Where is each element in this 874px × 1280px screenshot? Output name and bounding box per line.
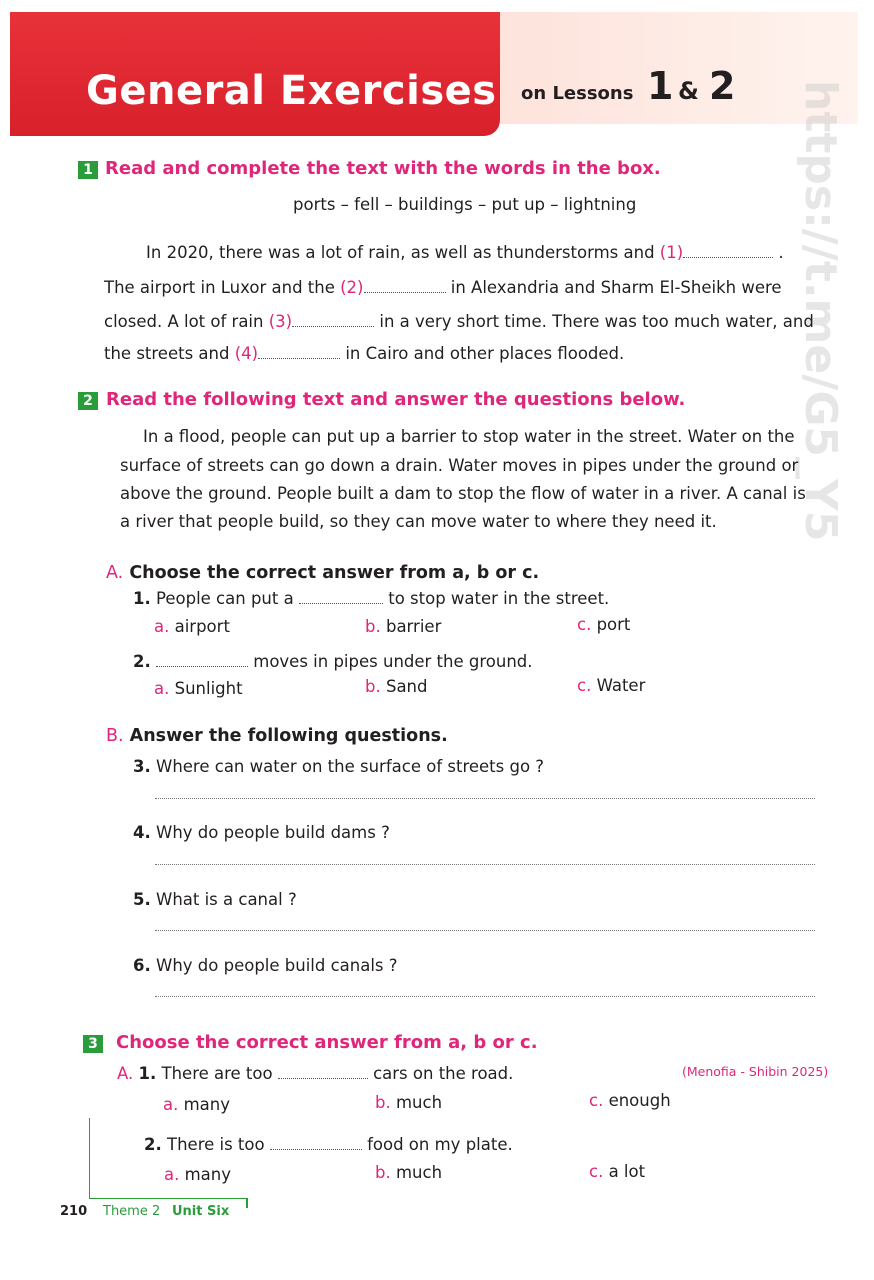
ex1-line-1-end: . <box>778 243 784 262</box>
ex1-line-4 <box>104 343 624 365</box>
exercise-1-instruction: Read and complete the text with the words in the box. <box>105 158 661 179</box>
ex3-question-2-text-a: There is too <box>167 1135 265 1154</box>
question-2-number: 2. <box>133 652 151 671</box>
ex3-q1-option-a[interactable] <box>163 1094 230 1116</box>
footer-theme: Theme 2 <box>103 1204 161 1219</box>
option-text: much <box>395 1163 443 1182</box>
ex3-part-letter: A. <box>117 1064 134 1083</box>
option-text: Sunlight <box>174 679 243 698</box>
ex3-question-1-blank[interactable] <box>278 1064 368 1079</box>
question-4-number: 4. <box>133 823 151 842</box>
blank-2-label: (2) <box>340 278 364 297</box>
ex1-line-2-text-a: The airport in Luxor and the <box>104 278 335 297</box>
blank-3-label: (3) <box>268 312 293 331</box>
option-text: many <box>184 1165 232 1184</box>
option-letter: b. <box>375 1093 391 1112</box>
ex3-question-1-text-a: There are too <box>161 1064 273 1083</box>
question-6-text: Why do people build canals ? <box>156 956 398 975</box>
question-1-text-b: to stop water in the street. <box>388 589 610 608</box>
option-letter: c. <box>589 1091 604 1110</box>
exercise-2-number: 2 <box>78 392 98 410</box>
part-a-title: Choose the correct answer from a, b or c. <box>129 563 540 583</box>
footer-unit: Unit Six <box>172 1204 230 1219</box>
q1-option-c[interactable] <box>577 614 630 636</box>
blank-4-label: (4) <box>234 344 259 363</box>
option-text: Water <box>596 676 646 695</box>
q2-option-a[interactable] <box>154 678 243 700</box>
ex1-line-3-text-a: closed. A lot of rain <box>104 312 264 331</box>
option-text: enough <box>608 1091 671 1110</box>
blank-3[interactable] <box>292 312 374 327</box>
blank-1[interactable] <box>683 243 773 258</box>
reading-para-line-1: In a flood, people can put up a barrier to stop water in the street. Water on the <box>143 427 795 446</box>
option-text: port <box>596 615 631 634</box>
footer-bracket <box>89 1118 248 1199</box>
footer-bracket-tick <box>246 1198 248 1208</box>
q2-option-b[interactable] <box>365 676 428 698</box>
ex1-line-1 <box>146 242 784 264</box>
reading-para-line-3: above the ground. People built a dam to stop the flow of water in a river. A canal is <box>120 484 806 503</box>
page-number: 210 <box>60 1204 88 1219</box>
ex1-line-4-text-a: the streets and <box>104 344 230 363</box>
part-a-heading <box>106 561 539 585</box>
ex1-line-2 <box>104 277 782 299</box>
question-1-text-a: People can put a <box>156 589 294 608</box>
reading-para-line-4: a river that people build, so they can move water to where they need it. <box>120 512 717 531</box>
answer-line-3[interactable] <box>155 798 815 799</box>
option-text: Sand <box>385 677 428 696</box>
answer-line-4[interactable] <box>155 864 815 865</box>
q1-option-a[interactable] <box>154 616 230 638</box>
option-text: a lot <box>608 1162 646 1181</box>
option-text: barrier <box>385 617 442 636</box>
part-a-letter: A. <box>106 563 124 583</box>
question-1-number: 1. <box>133 589 151 608</box>
question-6-number: 6. <box>133 956 151 975</box>
ex1-line-4-text-b: in Cairo and other places flooded. <box>345 344 625 363</box>
ex1-line-1-text: In 2020, there was a lot of rain, as well as thunderstorms and <box>146 243 655 262</box>
word-box: ports – fell – buildings – put up – lightning <box>293 195 637 214</box>
lesson-number-1: 1 <box>647 64 674 108</box>
reading-para-line-2: surface of streets can go down a drain. Water moves in pipes under the ground or <box>120 456 799 475</box>
option-letter: a. <box>163 1095 179 1114</box>
option-letter: b. <box>365 677 381 696</box>
question-1 <box>133 588 609 610</box>
option-text: airport <box>174 617 230 636</box>
option-text: many <box>183 1095 231 1114</box>
option-letter: b. <box>375 1163 391 1182</box>
question-3 <box>133 756 544 778</box>
ex3-question-2-number: 2. <box>144 1135 162 1154</box>
question-5 <box>133 889 297 911</box>
ex3-q1-option-b[interactable] <box>375 1092 442 1114</box>
ex3-q2-option-b[interactable] <box>375 1162 442 1184</box>
exercise-3-instruction: Choose the correct answer from a, b or c. <box>116 1032 538 1053</box>
lesson-ampersand: & <box>678 77 699 105</box>
question-6 <box>133 955 398 977</box>
page-title: General Exercises <box>86 68 497 114</box>
q2-option-c[interactable] <box>577 675 645 697</box>
ex3-question-2-blank[interactable] <box>270 1135 362 1150</box>
ex3-question-2-text-b: food on my plate. <box>367 1135 513 1154</box>
option-letter: a. <box>154 617 170 636</box>
ex1-line-2-text-b: in Alexandria and Sharm El-Sheikh were <box>450 278 782 297</box>
question-3-text: Where can water on the surface of streets go ? <box>156 757 545 776</box>
question-2 <box>133 651 533 673</box>
option-letter: c. <box>589 1162 604 1181</box>
ex3-q1-option-c[interactable] <box>589 1090 671 1112</box>
option-text: much <box>395 1093 443 1112</box>
q1-option-b[interactable] <box>365 616 441 638</box>
part-b-heading <box>106 724 448 748</box>
lessons-label: on Lessons <box>521 83 634 104</box>
question-5-text: What is a canal ? <box>156 890 297 909</box>
question-4-text: Why do people build dams ? <box>156 823 390 842</box>
question-3-number: 3. <box>133 757 151 776</box>
option-letter: a. <box>164 1165 180 1184</box>
answer-line-5[interactable] <box>155 930 815 931</box>
source-citation: (Menofia - Shibin 2025) <box>682 1064 829 1079</box>
option-letter: b. <box>365 617 381 636</box>
exercise-1-number: 1 <box>78 161 98 179</box>
ex3-question-1-text-b: cars on the road. <box>373 1064 514 1083</box>
answer-line-6[interactable] <box>155 996 815 997</box>
ex3-question-1-number: 1. <box>138 1064 157 1083</box>
question-4 <box>133 822 390 844</box>
question-1-blank[interactable] <box>299 589 383 604</box>
option-letter: c. <box>577 676 592 695</box>
ex3-q2-option-c[interactable] <box>589 1161 645 1183</box>
part-b-title: Answer the following questions. <box>129 726 448 746</box>
question-2-blank[interactable] <box>156 652 248 667</box>
ex1-line-3-text-b: in a very short time. There was too much water, and <box>379 312 814 331</box>
question-2-text: moves in pipes under the ground. <box>253 652 533 671</box>
exercise-3-number: 3 <box>83 1035 103 1053</box>
blank-4[interactable] <box>258 344 340 359</box>
option-letter: a. <box>154 679 170 698</box>
exercise-2-instruction: Read the following text and answer the questions below. <box>106 389 686 410</box>
question-5-number: 5. <box>133 890 151 909</box>
ex3-question-1 <box>117 1063 513 1085</box>
watermark: https://t.me/G5_Y5 <box>795 80 846 542</box>
lesson-number-2: 2 <box>709 64 736 108</box>
option-letter: c. <box>577 615 592 634</box>
ex1-line-3 <box>104 311 814 333</box>
part-b-letter: B. <box>106 726 124 746</box>
blank-2[interactable] <box>364 278 446 293</box>
blank-1-label: (1) <box>659 243 684 262</box>
